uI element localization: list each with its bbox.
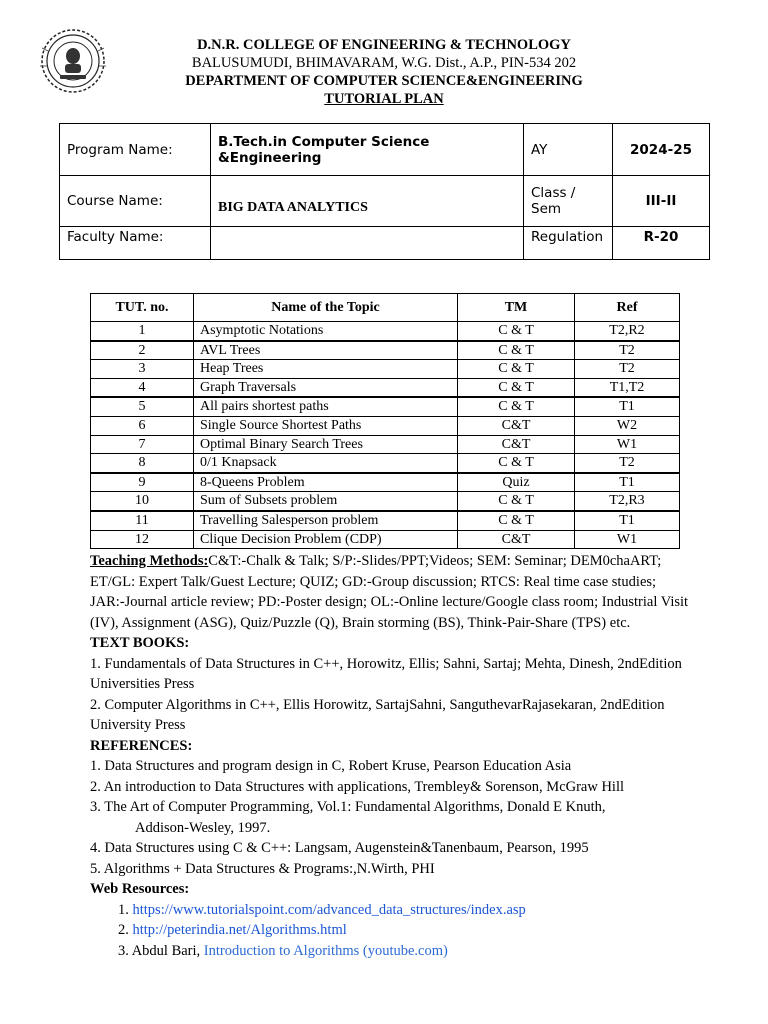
tut-no-cell: 1	[91, 322, 194, 341]
tm-cell: C & T	[458, 511, 575, 530]
program-row	[60, 124, 710, 176]
topic-cell: AVL Trees	[194, 341, 458, 360]
reference-3-line2: Addison-Wesley, 1997.	[135, 819, 271, 836]
table-row	[91, 473, 680, 492]
program-value-line1: B.Tech.in Computer Science	[218, 133, 430, 150]
topic-cell: Sum of Subsets problem	[194, 492, 458, 511]
program-value	[211, 124, 524, 176]
header-tut-no: TUT. no.	[91, 294, 194, 322]
textbook-2-line1: 2. Computer Algorithms in C++, Ellis Horowitz, SartajSahni, SanguthevarRajasekaran, 2ndEdition	[90, 696, 665, 713]
program-label: Program Name:	[60, 124, 211, 176]
web-resource-2	[90, 920, 730, 941]
ref-cell: T2	[575, 454, 680, 473]
topic-cell: All pairs shortest paths	[194, 397, 458, 416]
regulation-value: R-20	[613, 227, 710, 260]
course-row	[60, 176, 710, 227]
ref-cell: T1	[575, 511, 680, 530]
topics-header-row	[91, 294, 680, 322]
table-row	[91, 492, 680, 511]
tm-cell: C & T	[458, 492, 575, 511]
tut-no-cell: 8	[91, 454, 194, 473]
classsem-label-line1: Class /	[531, 185, 576, 201]
tut-no-cell: 12	[91, 530, 194, 549]
college-name: D.N.R. COLLEGE OF ENGINEERING & TECHNOLOGY	[197, 37, 571, 53]
tm-cell: C&T	[458, 416, 575, 435]
web-resource-2-link[interactable]: http://peterindia.net/Algorithms.html	[132, 922, 347, 938]
topic-cell: Optimal Binary Search Trees	[194, 435, 458, 454]
teaching-methods-label: Teaching Methods:	[90, 553, 209, 569]
header-ref: Ref	[575, 294, 680, 322]
teaching-line2: ET/GL: Expert Talk/Guest Lecture; QUIZ; GD:-Group discussion; RTCS: Real time case studies;	[90, 573, 657, 590]
reference-2: 2. An introduction to Data Structures with applications, Trembley& Sorenson, McGraw Hill	[90, 778, 625, 795]
topic-cell: Asymptotic Notations	[194, 322, 458, 341]
references-heading: REFERENCES:	[90, 737, 193, 754]
teaching-methods	[90, 551, 730, 572]
topic-cell: Travelling Salesperson problem	[194, 511, 458, 530]
table-row	[91, 322, 680, 341]
table-row	[91, 378, 680, 397]
faculty-label: Faculty Name:	[60, 227, 211, 260]
header-tm: TM	[458, 294, 575, 322]
ref-cell: T2,R3	[575, 492, 680, 511]
program-value-line2: &Engineering	[218, 149, 322, 166]
faculty-value	[211, 227, 524, 260]
table-row	[91, 416, 680, 435]
topic-cell: Graph Traversals	[194, 378, 458, 397]
ref-cell: T2,R2	[575, 322, 680, 341]
tut-no-cell: 11	[91, 511, 194, 530]
table-row	[91, 454, 680, 473]
web-resource-1-link[interactable]: https://www.tutorialspoint.com/advanced_data_structures/index.asp	[132, 901, 526, 918]
reference-3-line1: 3. The Art of Computer Programming, Vol.1: Fundamental Algorithms, Donald E Knuth,	[90, 799, 606, 815]
ref-cell: T2	[575, 360, 680, 379]
web-resource-1-number: 1.	[118, 901, 129, 918]
web-resource-3-prefix: 3. Abdul Bari,	[118, 942, 201, 959]
tut-no-cell: 3	[91, 360, 194, 379]
teaching-line4: (IV), Assignment (ASG), Quiz/Puzzle (Q), Brain storming (BS), Think-Pair-Share (TPS) etc.	[90, 614, 631, 631]
header-topic: Name of the Topic	[194, 294, 458, 322]
college-address: BALUSUMUDI, BHIMAVARAM, W.G. Dist., A.P., PIN-534 202	[191, 55, 577, 71]
reference-4: 4. Data Structures using C & C++: Langsam, Augenstein&Tanenbaum, Pearson, 1995	[90, 840, 589, 856]
topic-cell: 8-Queens Problem	[194, 473, 458, 492]
table-row	[91, 341, 680, 360]
tm-cell: Quiz	[458, 473, 575, 492]
table-row	[91, 360, 680, 379]
web-resource-3	[90, 941, 730, 962]
faculty-row	[60, 227, 710, 260]
textbook-1-line1: 1. Fundamentals of Data Structures in C++, Horowitz, Ellis; Sahni, Sartaj; Mehta, Dinesh, 2ndEdition	[90, 655, 682, 672]
tm-cell: C & T	[458, 322, 575, 341]
regulation-label: Regulation	[524, 227, 613, 260]
topic-cell: Single Source Shortest Paths	[194, 416, 458, 435]
topic-cell: 0/1 Knapsack	[194, 454, 458, 473]
reference-1: 1. Data Structures and program design in C, Robert Kruse, Pearson Education Asia	[90, 758, 572, 774]
ref-cell: W2	[575, 416, 680, 435]
table-row	[91, 530, 680, 549]
tut-no-cell: 7	[91, 435, 194, 454]
tut-no-cell: 2	[91, 341, 194, 360]
tm-cell: C & T	[458, 360, 575, 379]
reference-5: 5. Algorithms + Data Structures & Programs:,N.Wirth, PHI	[90, 860, 435, 877]
ref-cell: T1	[575, 473, 680, 492]
tut-no-cell: 9	[91, 473, 194, 492]
table-row	[91, 435, 680, 454]
topic-cell: Heap Trees	[194, 360, 458, 379]
classsem-label-line2: Sem	[531, 201, 562, 217]
ref-cell: T1	[575, 397, 680, 416]
topic-cell: Clique Decision Problem (CDP)	[194, 530, 458, 549]
ref-cell: T1,T2	[575, 378, 680, 397]
ref-cell: T2	[575, 341, 680, 360]
table-row	[91, 397, 680, 416]
department-name: DEPARTMENT OF COMPUTER SCIENCE&ENGINEERING	[185, 73, 583, 89]
web-resource-1	[90, 900, 730, 921]
plan-body	[90, 551, 730, 961]
tut-no-cell: 5	[91, 397, 194, 416]
web-resources-heading: Web Resources:	[90, 881, 190, 897]
textbook-1-line2: Universities Press	[90, 676, 195, 692]
tm-cell: C & T	[458, 397, 575, 416]
classsem-value: III-II	[613, 176, 710, 227]
course-info-table	[59, 123, 710, 260]
document-title: TUTORIAL PLAN	[324, 91, 444, 107]
tutorial-topics-table	[90, 293, 680, 549]
web-resource-3-link[interactable]: Introduction to Algorithms (youtube.com)	[203, 942, 448, 959]
ref-cell: W1	[575, 435, 680, 454]
tm-cell: C & T	[458, 454, 575, 473]
tm-cell: C & T	[458, 341, 575, 360]
course-value: BIG DATA ANALYTICS	[211, 176, 524, 227]
ay-value: 2024-25	[613, 124, 710, 176]
ref-cell: W1	[575, 530, 680, 549]
tut-no-cell: 4	[91, 378, 194, 397]
tm-cell: C & T	[458, 378, 575, 397]
tut-no-cell: 6	[91, 416, 194, 435]
textbook-2-line2: University Press	[90, 717, 186, 733]
tm-cell: C&T	[458, 530, 575, 549]
table-row	[91, 511, 680, 530]
tut-no-cell: 10	[91, 492, 194, 511]
course-label: Course Name:	[60, 176, 211, 227]
web-resource-2-number: 2.	[118, 922, 129, 938]
teaching-line3: JAR:-Journal article review; PD:-Poster design; OL:-Online lecture/Google class room; Industrial Visit	[90, 594, 689, 610]
ay-label: AY	[524, 124, 613, 176]
classsem-label	[524, 176, 613, 227]
tm-cell: C&T	[458, 435, 575, 454]
teaching-line1: C&T:-Chalk & Talk; S/P:-Slides/PPT;Videos; SEM: Seminar; DEM0chaART;	[208, 553, 662, 569]
textbooks-heading: TEXT BOOKS:	[90, 635, 190, 651]
